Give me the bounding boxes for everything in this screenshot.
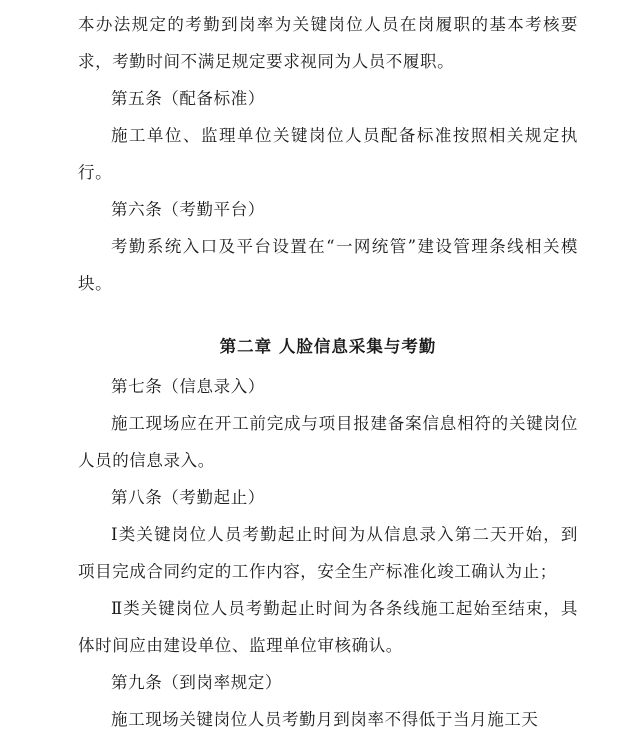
paragraph-article-8-body-2: Ⅱ类关键岗位人员考勤起止时间为各条线施工起始至结束，具体时间应由建设单位、监理单位审核确认。 [78, 599, 578, 655]
paragraph-article-6-title: 第六条（考勤平台） [111, 200, 265, 219]
heading-chapter-2: 第二章 人脸信息采集与考勤 [219, 337, 437, 356]
paragraph-article-8-title: 第八条（考勤起止） [111, 488, 265, 507]
paragraph-article-5-body: 施工单位、监理单位关键岗位人员配备标准按照相关规定执行。 [78, 126, 578, 182]
paragraph-article-6-body: 考勤系统入口及平台设置在“一网统管”建设管理条线相关模块。 [78, 237, 578, 293]
paragraph-article-9-body: 施工现场关键岗位人员考勤月到岗率不得低于当月施工天 [111, 710, 539, 729]
paragraph-article-9-title: 第九条（到岗率规定） [111, 673, 282, 692]
paragraph-article-7-title: 第七条（信息录入） [111, 377, 265, 396]
chapter-spacer [78, 302, 578, 328]
paragraph-article-8-body-1: Ⅰ类关键岗位人员考勤起止时间为从信息录入第二天开始，到项目完成合同约定的工作内容，安全生产标准化竣工确认为止； [78, 525, 578, 581]
paragraph-article-5-title: 第五条（配备标准） [111, 89, 265, 108]
paragraph-article-7-body: 施工现场应在开工前完成与项目报建备案信息相符的关键岗位人员的信息录入。 [78, 414, 578, 470]
paragraph-attendance-rate-requirement: 本办法规定的考勤到岗率为关键岗位人员在岗履职的基本考核要求，考勤时间不满足规定要求视同为人员不履职。 [78, 15, 578, 71]
